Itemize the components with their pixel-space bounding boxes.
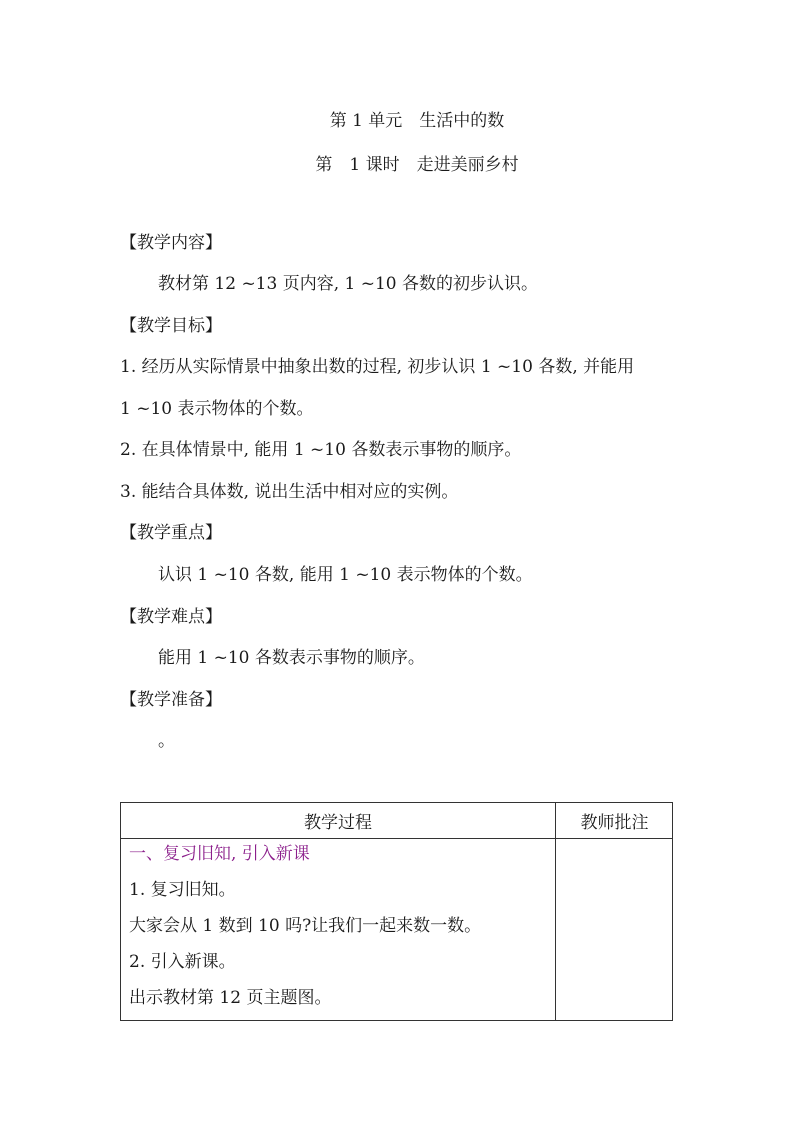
- process-line-1: 1. 复习旧知。: [129, 880, 236, 900]
- goal-1b: 1 ~10 表示物体的个数。: [120, 399, 314, 419]
- step-title: 一、复习旧知, 引入新课: [129, 844, 310, 864]
- header-notes: 教师批注: [580, 813, 649, 833]
- process-line-2: 大家会从 1 数到 10 吗?让我们一起来数一数。: [129, 916, 482, 936]
- lesson-title: 第 1 课时 走进美丽乡村: [315, 155, 519, 175]
- table-header-row: [121, 803, 672, 839]
- process-line-4: 出示教材第 12 页主题图。: [129, 988, 332, 1008]
- difficulty-text: 能用 1 ~10 各数表示事物的顺序。: [158, 648, 425, 668]
- content-heading: 【教学内容】: [120, 233, 222, 253]
- content-text: 教材第 12 ~13 页内容, 1 ~10 各数的初步认识。: [158, 274, 539, 294]
- header-process: 教学过程: [304, 813, 372, 833]
- column-divider: [555, 803, 556, 1020]
- unit-title: 第 1 单元 生活中的数: [329, 111, 505, 131]
- difficulty-heading: 【教学难点】: [120, 607, 222, 627]
- goal-1a: 1. 经历从实际情景中抽象出数的过程, 初步认识 1 ~10 各数, 并能用: [120, 357, 635, 377]
- key-heading: 【教学重点】: [120, 523, 222, 543]
- process-line-3: 2. 引入新课。: [129, 952, 236, 972]
- prep-text: 。: [158, 731, 175, 751]
- goal-2: 2. 在具体情景中, 能用 1 ~10 各数表示事物的顺序。: [120, 440, 522, 460]
- key-text: 认识 1 ~10 各数, 能用 1 ~10 表示物体的个数。: [158, 565, 533, 585]
- teaching-process-table: [120, 802, 673, 1021]
- goals-heading: 【教学目标】: [120, 316, 222, 336]
- prep-heading: 【教学准备】: [120, 690, 222, 710]
- goal-3: 3. 能结合具体数, 说出生活中相对应的实例。: [120, 482, 459, 502]
